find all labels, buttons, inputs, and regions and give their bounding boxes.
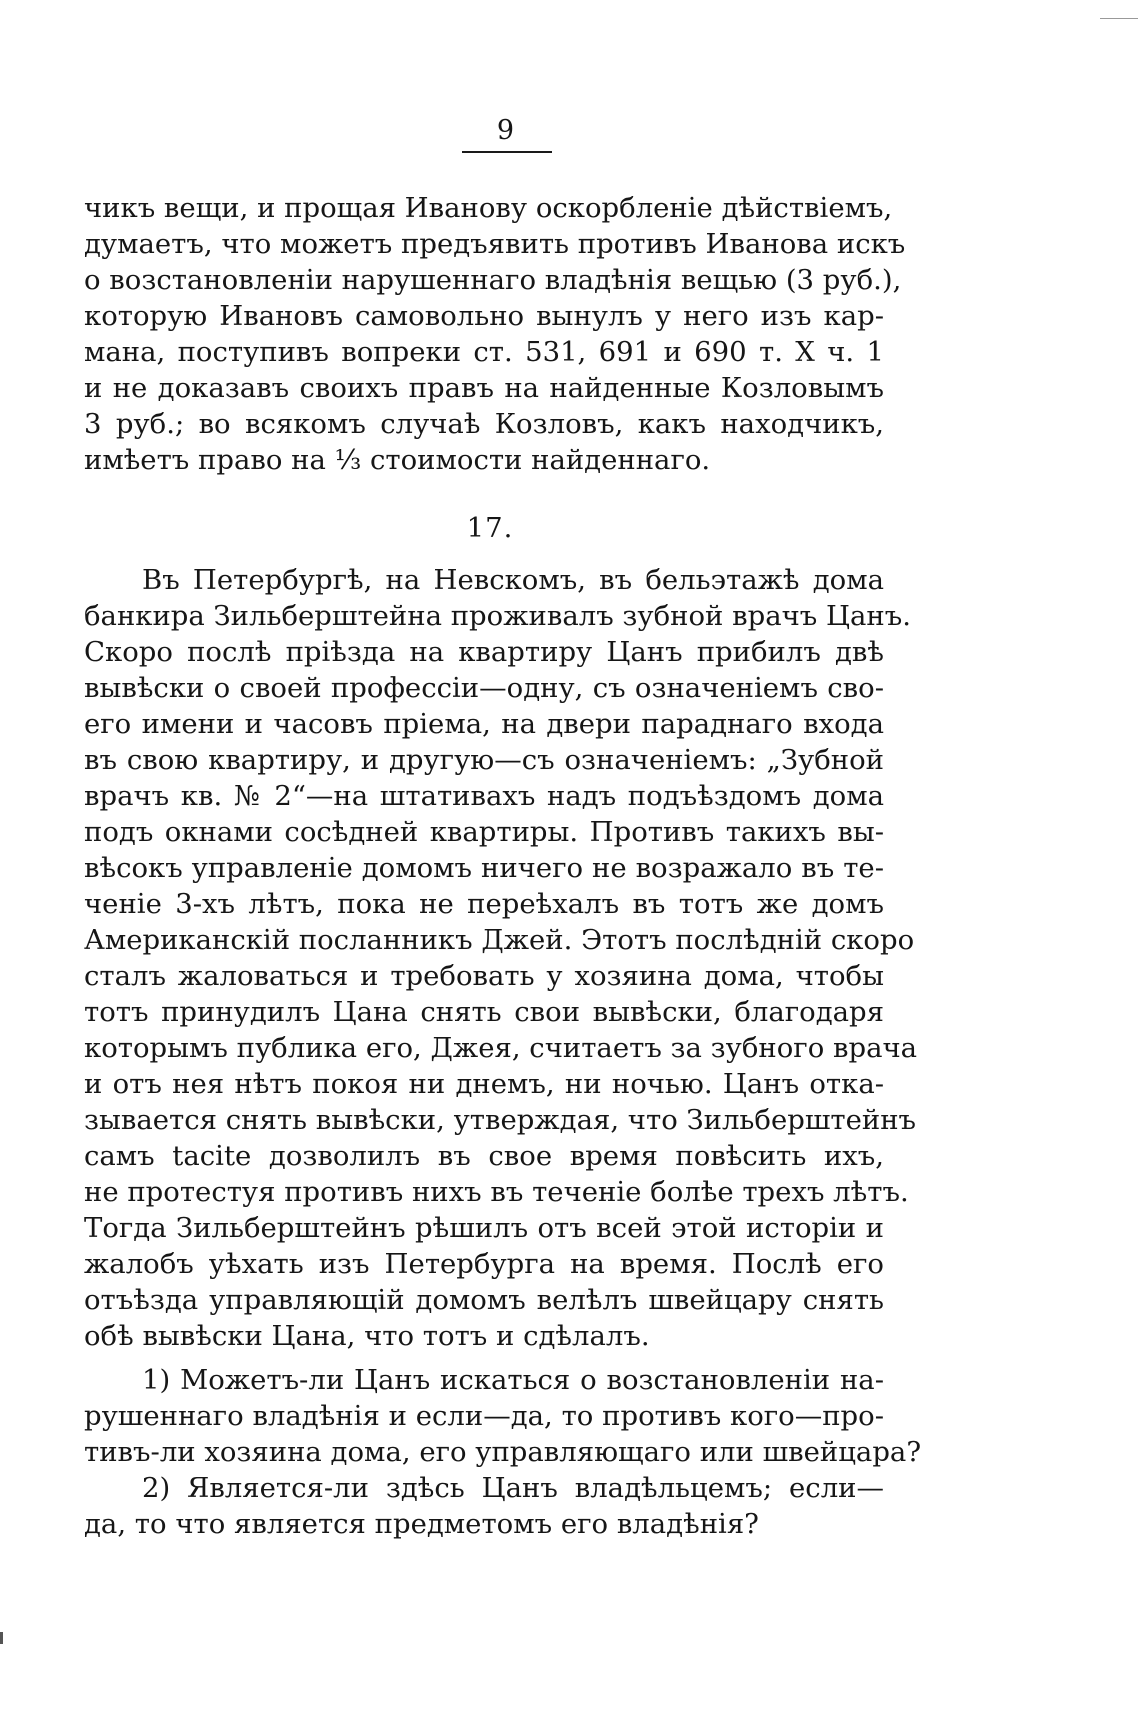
section-number: 17. <box>466 512 514 544</box>
text-line: жалобъ уѣхать изъ Петербурга на время. Послѣ его <box>84 1248 884 1280</box>
text-line: обѣ вывѣски Цана, что тотъ и сдѣлалъ. <box>84 1320 650 1352</box>
text-line: о возстановленіи нарушеннаго владѣнія вещью (3 руб.), <box>84 264 902 296</box>
text-line: 3 руб.; во всякомъ случаѣ Козловъ, какъ находчикъ, <box>84 408 884 440</box>
text-line: вывѣски о своей профессіи—одну, съ означеніемъ сво- <box>84 672 884 704</box>
text-line: имѣетъ право на ⅓ стоимости найденнаго. <box>84 444 711 476</box>
text-line: и не доказавъ своихъ правъ на найденные Козловымъ <box>84 372 884 404</box>
text-line: 2) Является-ли здѣсь Цанъ владѣльцемъ; если— <box>142 1472 884 1504</box>
scan-edge-mark <box>0 1632 3 1644</box>
text-line: врачъ кв. № 2“—на штативахъ надъ подъѣздомъ дома <box>84 780 884 812</box>
text-line: не протестуя противъ нихъ въ теченіе болѣе трехъ лѣтъ. <box>84 1176 909 1208</box>
text-line: Въ Петербургѣ, на Невскомъ, въ бельэтажѣ дома <box>142 564 884 596</box>
text-line: которую Ивановъ самовольно вынулъ у него изъ кар- <box>84 300 884 332</box>
page-number: 9 <box>496 115 516 146</box>
text-line: 1) Можетъ-ли Цанъ искаться о возстановленіи на- <box>142 1364 884 1396</box>
text-line: мана, поступивъ вопреки ст. 531, 691 и 690 т. X ч. 1 <box>84 336 884 368</box>
text-line: которымъ публика его, Джея, считаетъ за зубного врача <box>84 1032 918 1064</box>
text-line: Американскій посланникъ Джей. Этотъ послѣдній скоро <box>84 924 915 956</box>
text-line: Тогда Зильберштейнъ рѣшилъ отъ всей этой исторіи и <box>84 1212 884 1244</box>
text-line: банкира Зильберштейна проживалъ зубной врачъ Цанъ. <box>84 600 911 632</box>
text-line: отъѣзда управляющій домомъ велѣлъ швейцару снять <box>84 1284 884 1316</box>
text-line: и отъ нея нѣтъ покоя ни днемъ, ни ночью. Цанъ отка- <box>84 1068 884 1100</box>
text-line: вѣсокъ управленіе домомъ ничего не возражало въ те- <box>84 852 884 884</box>
text-line: рушеннаго владѣнія и если—да, то противъ кого—про- <box>84 1400 884 1432</box>
text-line: думаетъ, что можетъ предъявить противъ Иванова искъ <box>84 228 906 260</box>
scan-edge-mark <box>1100 18 1138 19</box>
text-line: тотъ принудилъ Цана снять свои вывѣски, благодаря <box>84 996 884 1028</box>
text-line: подъ окнами сосѣдней квартиры. Противъ такихъ вы- <box>84 816 884 848</box>
text-line: самъ tacite дозволилъ въ свое время повѣсить ихъ, <box>84 1140 884 1172</box>
text-line: да, то что является предметомъ его владѣнія? <box>84 1508 759 1540</box>
text-line: въ свою квартиру, и другую—съ означеніемъ: „Зубной <box>84 744 884 776</box>
text-line: сталъ жаловаться и требовать у хозяина дома, чтобы <box>84 960 884 992</box>
text-line: его имени и часовъ пріема, на двери параднаго входа <box>84 708 884 740</box>
text-line: чикъ вещи, и прощая Иванову оскорбленіе дѣйствіемъ, <box>84 192 893 224</box>
text-line: тивъ-ли хозяина дома, его управляющаго или швейцара? <box>84 1436 922 1468</box>
text-line: Скоро послѣ пріѣзда на квартиру Цанъ прибилъ двѣ <box>84 636 884 668</box>
page-number-rule <box>462 151 552 153</box>
text-line: зывается снять вывѣски, утверждая, что Зильберштейнъ <box>84 1104 917 1136</box>
text-line: ченіе 3-хъ лѣтъ, пока не переѣхалъ въ тотъ же домъ <box>84 888 884 920</box>
